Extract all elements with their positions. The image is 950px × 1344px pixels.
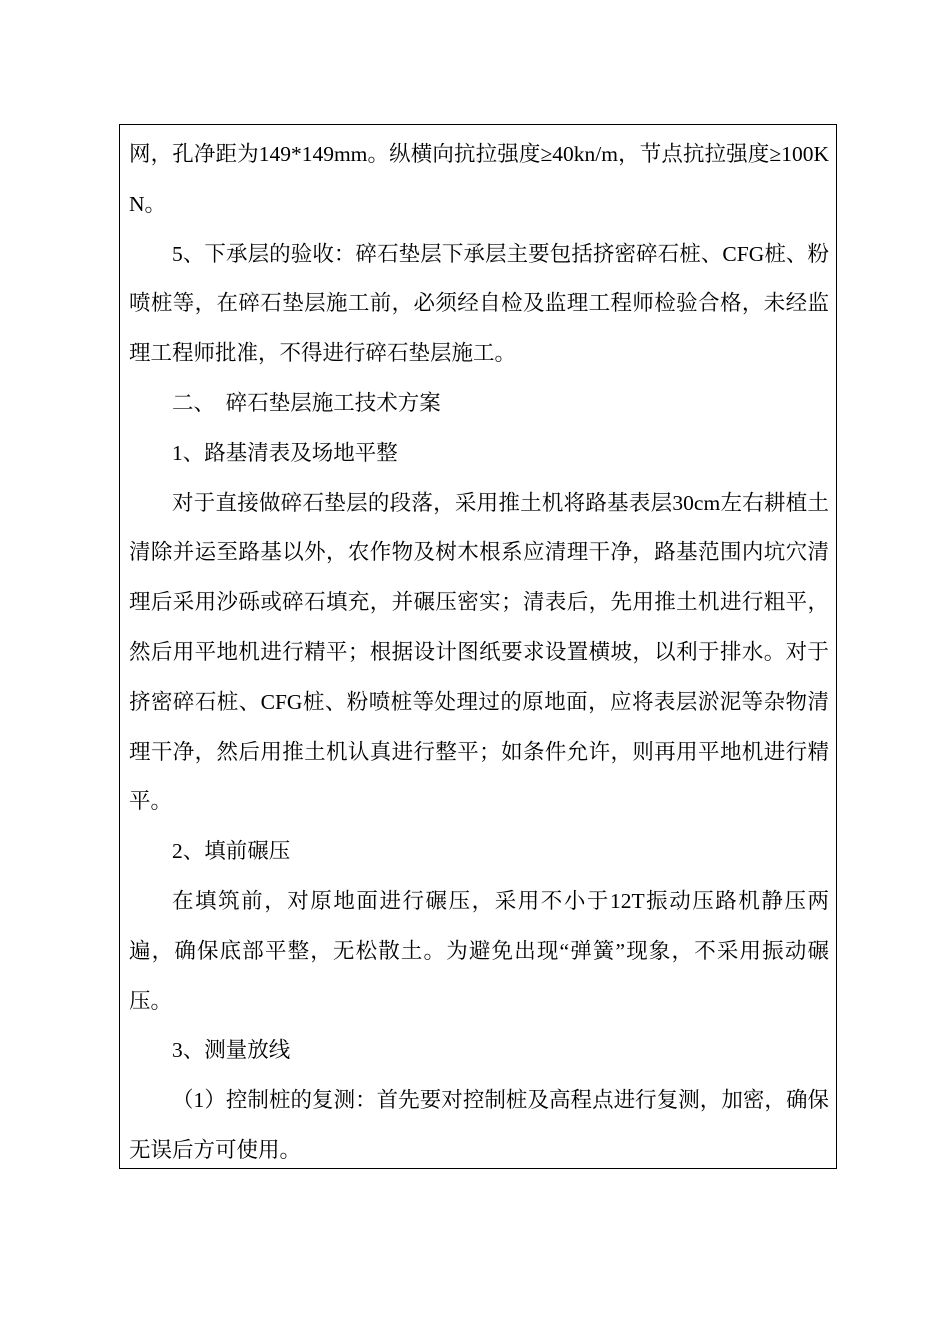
cell-content: [129, 130, 829, 1176]
subheading-clearing-leveling: 1、路基清表及场地平整: [172, 440, 398, 465]
paragraph-geogrid-spec: 网，孔净距为149*149mm。纵横向抗拉强度≥40kn/m，节点抗拉强度≥100KN。: [129, 142, 829, 216]
subheading-survey-layout: 3、测量放线: [172, 1038, 291, 1063]
paragraph-subgrade-acceptance: 5、下承层的验收：碎石垫层下承层主要包括挤密碎石桩、CFG桩、粉喷桩等，在碎石垫层施工前，必须经自检及监理工程师检验合格，未经监理工程师批准，不得进行碎石垫层施工。: [129, 241, 829, 366]
section-heading-construction-plan: 二、 碎石垫层施工技术方案: [172, 390, 441, 415]
subheading-pre-fill-compaction: 2、填前碾压: [172, 839, 291, 864]
paragraph-clearing-leveling: 对于直接做碎石垫层的段落，采用推土机将路基表层30cm左右耕植土清除并运至路基以外，农作物及树木根系应清理干净，路基范围内坑穴清理后采用沙砾或碎石填充，并碾压密实；清表后，先用推土机进行粗平，然后用平地机进行精平；根据设计图纸要求设置横坡，以利于排水。对于挤密碎石桩、CFG桩、粉喷桩等处理过的原地面，应将表层淤泥等杂物清理干净，然后用推土机认真进行整平；如条件允许，则再用平地机进行精平。: [129, 490, 829, 814]
paragraph-control-pile-check: （1）控制桩的复测：首先要对控制桩及高程点进行复测，加密，确保无误后方可使用。: [129, 1088, 829, 1162]
paragraph-pre-fill-compaction: 在填筑前，对原地面进行碾压，采用不小于12T振动压路机静压两遍，确保底部平整，无松散土。为避免出现“弹簧”现象，不采用振动碾压。: [129, 888, 829, 1013]
table-cell-border: [119, 124, 837, 1169]
